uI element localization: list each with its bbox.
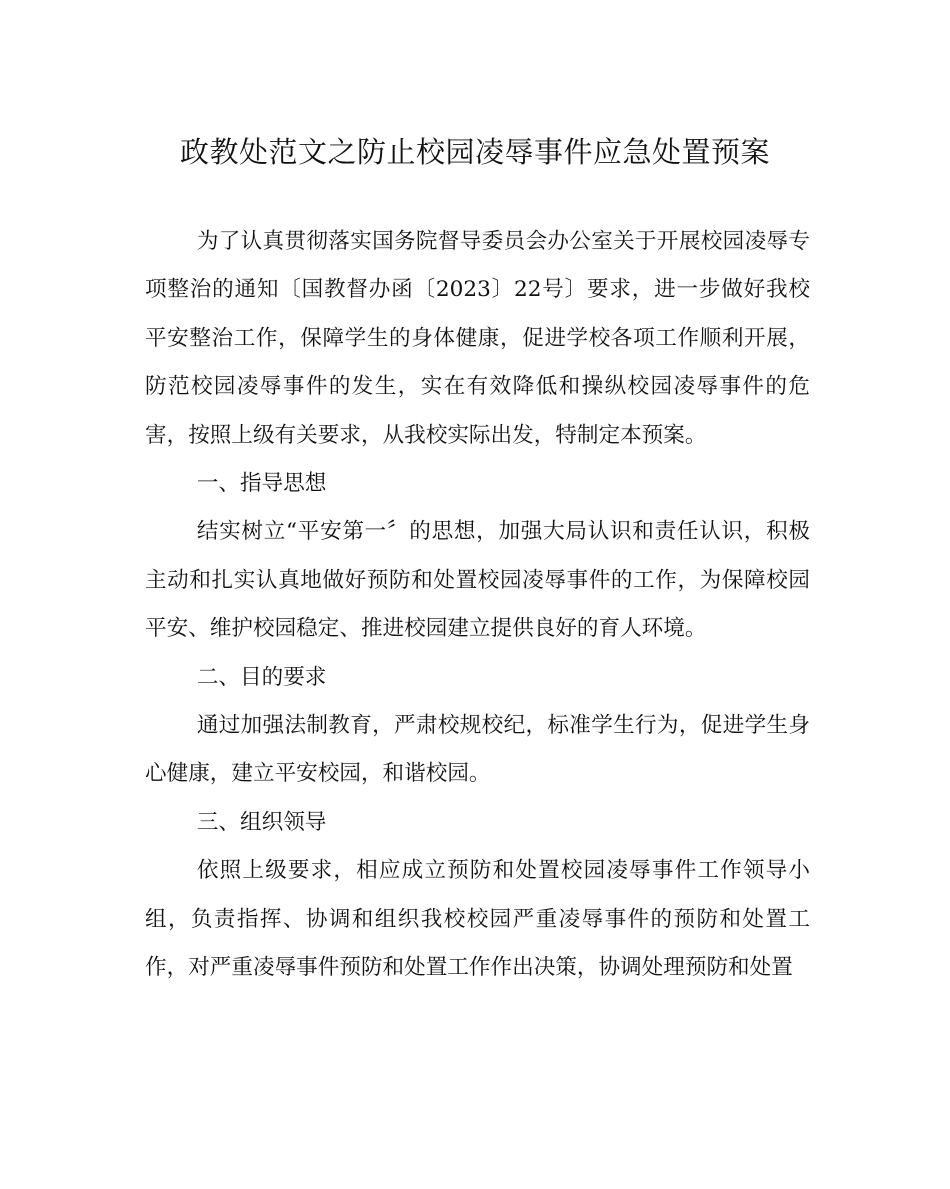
document-title: 政教处范文之防止校园凌辱事件应急处置预案 — [179, 135, 770, 169]
document-body — [145, 218, 810, 993]
intro-paragraph: 为了认真贯彻落实国务院督导委员会办公室关于开展校园凌辱专项整治的通知〔国教督办函〔2023〕22号〕要求，进一步做好我校平安整治工作，保障学生的身体健康，促进学校各项工作顺利开展，防范校园凌辱事件的发生，实在有效降低和操纵校园凌辱事件的危害，按照上级有关要求，从我校实际出发，特制定本预案。 — [145, 229, 810, 448]
organization-paragraph: 依照上级要求，相应成立预防和处置校园凌辱事件工作领导小组，负责指挥、协调和组织我校校园严重凌辱事件的预防和处置工作，对严重凌辱事件预防和处置工作作出决策，协调处理预防和处置 — [145, 858, 810, 981]
guiding-ideology-paragraph: 结实树立“平安第一〞的思想，加强大局认识和责任认识，积极主动和扎实认真地做好预防和处置校园凌辱事件的工作，为保障校园平安、维护校园稳定、推进校园建立提供良好的育人环境。 — [145, 519, 810, 642]
section-heading-organization: 三、组织领导 — [196, 809, 327, 835]
objectives-paragraph: 通过加强法制教育，严肃校规校纪，标准学生行为，促进学生身心健康，建立平安校园，和谐校园。 — [145, 713, 810, 787]
section-heading-guiding-ideology: 一、指导思想 — [196, 471, 327, 497]
section-heading-objectives: 二、目的要求 — [196, 664, 327, 690]
